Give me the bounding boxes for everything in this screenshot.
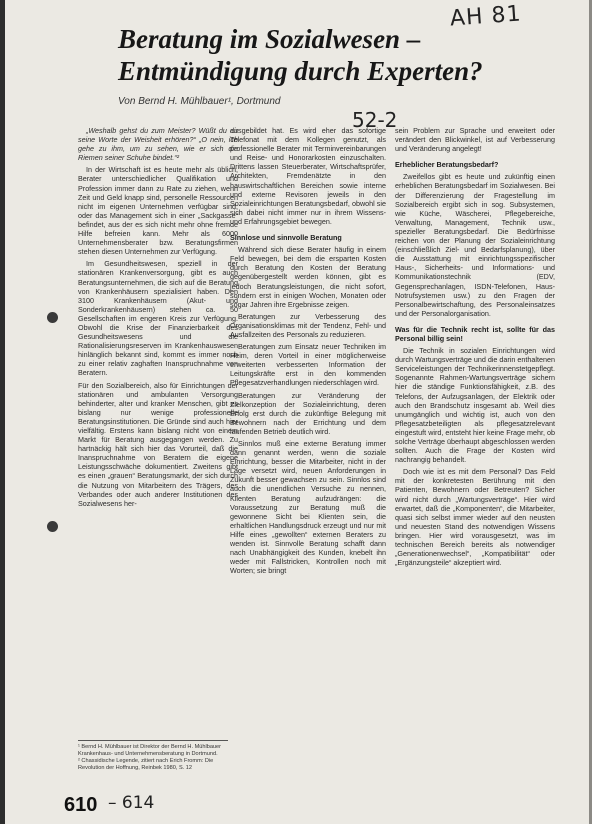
paragraph: Die Technik in sozialen Einrichtungen wird durch Wartungsverträge und die darin enthaltenen Serviceleistungen der Technikerinnenstetgepflegt. Sogenannte Rahmen-Wartungsverträge sichern hier die ständige Funktionsfähigkeit, z.B. des Telefons, der Aufzugsanlagen, der Elektrik oder auch den Brandschutz insgesamt ab. Weil dies unumgänglich und wichtig ist, auch von den Pflegesatzbeteiligten als pflegesatzrelevant eingestuft wird, entsteht hier keine Frage mehr, ob solche Verträge überhaupt abgeschlossen werden sollten. Auch die Frage der Kosten wird nachrangig behandelt. — [395, 346, 555, 465]
section-heading: Sinnlose und sinnvolle Beratung — [230, 233, 342, 243]
paragraph: Beratungen zur Veränderung der Zielkonzeption der Sozialeinrichtung, deren Erfolg erst durch die zukünftige Belegung mit Bewohnern nach der Errichtung und dem laufenden Betrieb deutlich wird. — [230, 390, 386, 436]
handwritten-page-mark: 52-2 — [352, 108, 398, 132]
byline: Von Bernd H. Mühlbauer¹, Dortmund — [118, 96, 281, 107]
paragraph: Sinnlos muß eine externe Beratung immer dann genannt werden, wenn die soziale Einrichtung, besser die Mitarbeiter, nicht in der Lage versetzt wird, neuen Anforderungen in Zukunft besser gewachsen zu sein. Sinnlos sind auch die unendlichen Versuche zu nennen, Klienten Beratung aufzudrängen: die Voraussetzung zur Beratung muß die gewonnene Sicht bei Klienten sein, die erhaltlichen Handlungsdruck erzeugt und nur mit Hilfe eines „gewollten“ externen Beraters zu wenden ist. Sinnvolle Beratung schafft dann nach Unabhängigkeit des Kunden, knebelt ihn weder mit Fallstricken, Kontrollen noch mit Worten; sie bringt — [230, 439, 386, 576]
epigraph-quote: „Weshalb gehst du zum Meister? Wüßt du dir seine Worte der Weisheit erhören?“ „O nein, ich gehe zu ihm, um zu sehen, wie er sich die Riemen seiner Schuhe bindet.“² — [78, 126, 238, 163]
paragraph: ausgebildet hat. Es wird eher das sofortige Telefonat mit dem Kollegen genutzt, als professionelle Berater mit Terminvereinbarungen und Reise- und Honorarkosten einzuschalten. Drittens lassen Steuerberater, Wirtschaftsprüfer, Architekten, Fremdenätzte in den hauswirtschaftlichen Bereichen sowie interne und externe Revisoren jeweils in den Sozialeinrichtungen Beratungsbedarf, obwohl sie sich dabei nicht immer nur in ihrem Wissens- und Erfahrungsgebiet bewegen. — [230, 126, 386, 226]
punch-hole-lower — [47, 521, 58, 532]
article-title-line-2: Entmündigung durch Experten? — [118, 56, 483, 86]
section-heading: Erheblicher Beratungsbedarf? — [395, 160, 499, 170]
paragraph: sein Problem zur Sprache und erweitert oder verändert den Blickwinkel, ist auf Verbesserung und Veränderung angelegt! — [395, 126, 555, 154]
paragraph: In der Wirtschaft ist es heute mehr als üblich, Berater unterschiedlicher Qualifikation und Profession immer dann zu Rate zu ziehen, wenn Zeit und Geld knapp sind, personelle Ressourcen nicht im eigenen Unternehmen verfügbar sind, oder das Management sich in einer „Sackgasse“ befindet, aus der es sich nicht mehr ohne fremde Hilfe befreien kann. Mehr als 6000 Unternehmensberater bzw. Beratungsfirmen stehen diesen Unternehmen zur Verfügung. — [78, 165, 238, 257]
section-heading: Was für die Technik recht ist, sollte für das Personal billig sein! — [395, 324, 555, 343]
handwritten-folio — [108, 793, 154, 813]
footnote-1: ¹ Bernd H. Mühlbauer ist Direktor der Bernd H. Mühlbauer Krankenhaus- und Unternehmensberatung in Dortmund. — [78, 744, 222, 757]
paragraph: Für den Sozialbereich, also für Einrichtungen der stationären und ambulanten Versorgung behinderter, alter und kranker Menschen, gibt es bislang nur wenige professionelle Beratungsinstitutionen. Die Gründe sind auch hier vielfältig. Erstens kann bislang nicht von einem Markt für Beratung ausgegangen werden. Zu hartnäckig hält sich hier das Vorurteil, daß die Inanspruchnahme von Beratern die eigene Leistungsschwäche dokumentiert. Zweitens gibt es einen „grauen“ Beratungsmarkt, der sich durch die Nutzung von Mitarbeitern des Trägers, des Verbandes oder auch anderer Institutionen des Sozialwesens her- — [78, 380, 238, 508]
page-number: 610 — [64, 794, 98, 816]
article-title-line-1: Beratung im Sozialwesen – — [118, 24, 421, 54]
folio-dash: – — [108, 793, 117, 813]
paragraph: Während sich diese Berater häufig in einem Feld bewegen, bei dem die ersparten Kosten durch Beratung den Kosten der Beratung gegenübergestellt werden können, gibt es jedoch Beratungsleistungen, die nicht sofort, sondern erst in einigen Wochen, Monaten oder sogar Jahren ihre Ergebnisse zeigen. — [230, 245, 386, 309]
handwritten-folio-number: 614 — [121, 793, 155, 813]
column-2 — [230, 126, 386, 578]
column-3 — [395, 126, 555, 570]
archive-stamp: AH 81 — [449, 1, 523, 32]
scan-left-edge — [0, 0, 5, 824]
column-1 — [78, 126, 238, 511]
footnote-2: ² Chassidische Legende, zitiert nach Erich Fromm: Die Revolution der Hoffnung, Reinbek 1980, S. 12 — [78, 758, 214, 771]
paragraph: Beratungen zum Einsatz neuer Techniken im Heim, deren Vorteil in einer möglicherweise erweiterten verbesserten Information der Leitungskräfte erst in den kommenden Pflegesatzverhandlungen niederschlagen wird. — [230, 342, 386, 388]
paragraph: Doch wie ist es mit dem Personal? Das Feld mit der konkretesten Berührung mit den Patienten, Bewohnern oder Betreuten? Sicher wird nicht durch „Wartungsverträge“. Hier wird erwartet, daß die „Komponenten“, die Mitarbeiter, quasi sich selbst immer wieder auf den neusten und neuesten Stand des notwendigen Wissens bringen. Hier wird vorausgesetzt, was im technischen Bereich bereits als notwendiger „Generationenwechsel“, „Kompatibilität“ oder „Ergänzungsteile“ akzeptiert wird. — [395, 467, 555, 568]
paragraph: Beratungen zur Verbesserung des Organisationsklimas mit der Tendenz, Fehl- und Ausfallzeiten des Personals zu reduzieren. — [230, 311, 386, 339]
footnotes — [78, 740, 228, 772]
punch-hole-upper — [47, 312, 58, 323]
paragraph: Zweifellos gibt es heute und zukünftig einen erheblichen Beratungsbedarf im Sozialwesen. Bei der Differenzierung der Fragestellung im Sozialbereich ergibt sich in sog. Subsystemen, wie Küche, Wäscherei, Pflegebereiche, Verwaltung, Management, Technik usw., spezieller Beratungsbedarf. Die Bedürfnisse reichen von der Planung der Sozialeinrichtung (einschließlich Ziel- und Bedarfsplanung), über die Ausstattung mit einrichtungsspezifischer Haus-, Sicherheits- und Informations- und Kommunikationstechnik (EDV, Gegensprechanlagen, ISDN-Telefonen, Haus-Notrufsystemen usw.) zu den Fragen der Personalbewirtschaftung, des Personaleinsatzes und der Personalorganisation. — [395, 172, 555, 318]
paragraph: Im Gesundheitswesen, speziell in der stationären Krankenversorgung, gibt es auch Beratungsunternehmen, die sich auf die Beratung von Krankenhäusern spezialisiert haben. Den 3100 Krankenhäusern (Akut- und Sonderkrankenhäusern) stehen ca. 50 Gesellschaften im engeren Kreis zur Verfügung. Obwohl die Krise der Finanzierbarkeit des Gesundheitswesens und die Rationalisierungsreserven im Krankenhauswesen hinlänglich bekannt sind, kommt es immer noch zu einer relativ zaghaften Inanspruchnahme von Beratern. — [78, 259, 238, 378]
